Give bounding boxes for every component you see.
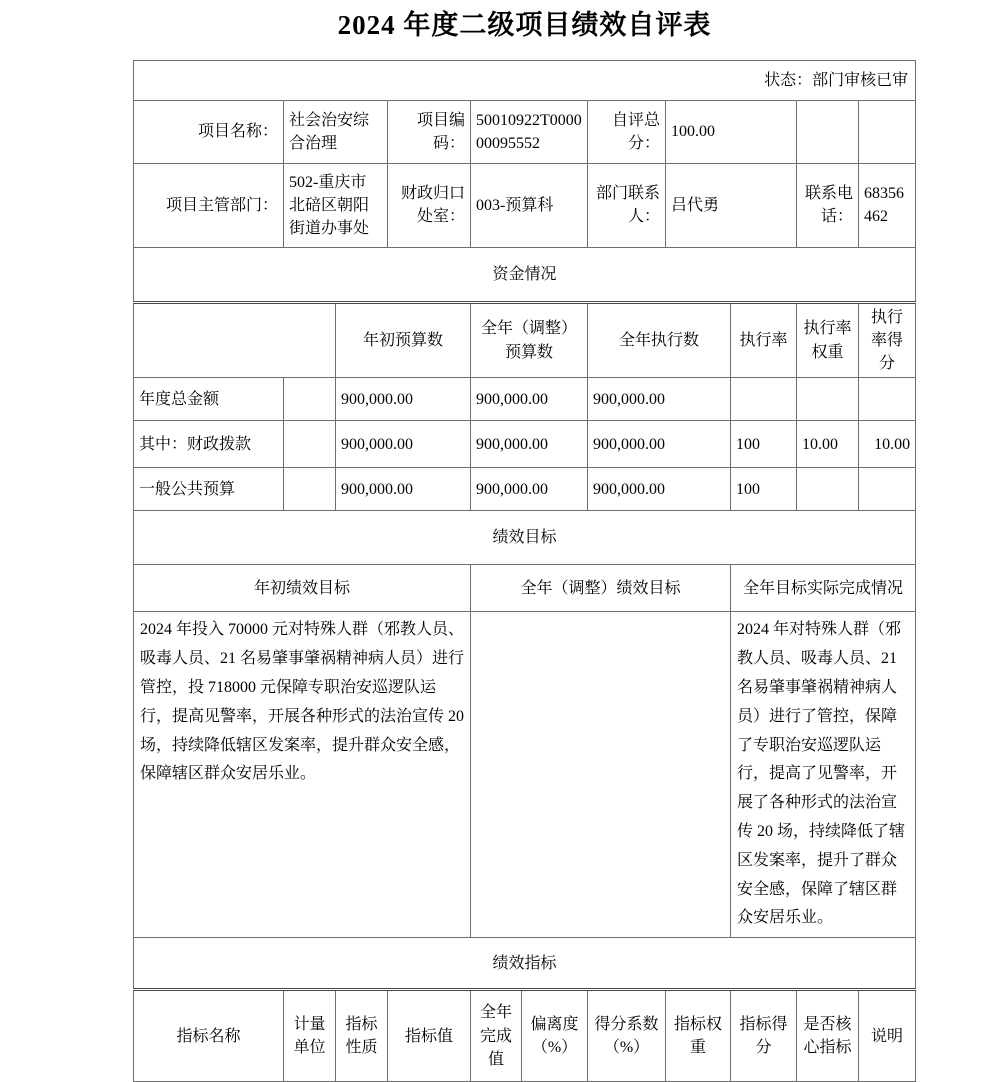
- funds-header-rate-weight: 执行率权重: [797, 302, 859, 378]
- funds-row-label: 年度总金额: [134, 378, 284, 421]
- indicator-header-weight: 指标权重: [666, 990, 731, 1082]
- project-name-label: 项目名称：: [134, 100, 284, 163]
- funds-row-public-budget: [134, 468, 916, 511]
- funds-rate-score-value: [859, 468, 916, 511]
- funds-rate-value: 100: [731, 421, 797, 468]
- funds-initial-value: 900,000.00: [336, 468, 471, 511]
- page-title: 2024 年度二级项目绩效自评表: [337, 10, 712, 40]
- project-info-row-1: [134, 100, 916, 163]
- indicators-section-row: [134, 938, 916, 990]
- indicator-header-nature: 指标性质: [336, 990, 388, 1082]
- indicator-header-name: 指标名称: [134, 990, 284, 1082]
- funds-header-adjusted: 全年（调整）预算数: [471, 302, 588, 378]
- goal-initial-text: 2024 年投入 70000 元对特殊人群（邪教人员、吸毒人员、21 名易肇事肇祸精神病人员）进行管控，投 718000 元保障专职治安巡逻队运行，提高见警率，开展各种形式的法治宣传 20 场，持续降低辖区发案率，提升群众安全感，保障辖区群众安居乐业。: [134, 612, 471, 938]
- goals-header-initial: 年初绩效目标: [134, 565, 471, 612]
- funds-row-label: 一般公共预算: [134, 468, 284, 511]
- funds-header-executed: 全年执行数: [588, 302, 731, 378]
- funds-executed-value: 900,000.00: [588, 378, 731, 421]
- status-text: 状态：部门审核已审: [134, 60, 916, 100]
- indicators-header-row: [134, 990, 916, 1082]
- funds-rate-score-value: 10.00: [859, 421, 916, 468]
- finance-office-value: 003-预算科: [471, 163, 588, 247]
- project-info-row-2: [134, 163, 916, 247]
- phone-value: 68356462: [859, 163, 916, 247]
- goals-header-adjusted: 全年（调整）绩效目标: [471, 565, 731, 612]
- funds-rate-weight-value: [797, 378, 859, 421]
- indicator-header-target-value: 指标值: [388, 990, 471, 1082]
- funds-adjusted-value: 900,000.00: [471, 378, 588, 421]
- indicator-header-score: 指标得分: [731, 990, 797, 1082]
- empty-cell: [284, 378, 336, 421]
- dept-value: 502-重庆市北碚区朝阳街道办事处: [284, 163, 388, 247]
- empty-cell: [284, 468, 336, 511]
- goal-actual-text: 2024 年对特殊人群（邪教人员、吸毒人员、21 名易肇事肇祸精神病人员）进行了管控，保障了专职治安巡逻队运行，提高了见警率，开展了各种形式的法治宣传 20 场，持续降低了辖区发案率，提升了群众安全感，保障了辖区群众安居乐业。: [731, 612, 916, 938]
- phone-label: 联系电话：: [797, 163, 859, 247]
- funds-row-label: 其中：财政拨款: [134, 421, 284, 468]
- self-score-value: 100.00: [666, 100, 797, 163]
- report-sheet: [133, 0, 916, 1082]
- goals-content-row: [134, 612, 916, 938]
- funds-row-total: [134, 378, 916, 421]
- empty-cell: [134, 302, 336, 378]
- contact-value: 吕代勇: [666, 163, 797, 247]
- funds-header-rate: 执行率: [731, 302, 797, 378]
- self-evaluation-table: [133, 60, 916, 1082]
- goal-adjusted-text: [471, 612, 731, 938]
- funds-initial-value: 900,000.00: [336, 378, 471, 421]
- empty-cell: [859, 100, 916, 163]
- contact-label: 部门联系人：: [588, 163, 666, 247]
- goals-section-title: 绩效目标: [134, 511, 916, 565]
- dept-label: 项目主管部门：: [134, 163, 284, 247]
- self-score-label: 自评总分：: [588, 100, 666, 163]
- goals-section-row: [134, 511, 916, 565]
- indicators-section-title: 绩效指标: [134, 938, 916, 990]
- empty-cell: [797, 100, 859, 163]
- funds-header-row: [134, 302, 916, 378]
- funds-section-row: [134, 247, 916, 302]
- indicator-header-deviation: 偏离度（%）: [522, 990, 588, 1082]
- funds-executed-value: 900,000.00: [588, 468, 731, 511]
- funds-rate-weight-value: 10.00: [797, 421, 859, 468]
- funds-section-title: 资金情况: [134, 247, 916, 302]
- funds-executed-value: 900,000.00: [588, 421, 731, 468]
- finance-office-label: 财政归口处室：: [388, 163, 471, 247]
- goals-header-row: [134, 565, 916, 612]
- funds-rate-weight-value: [797, 468, 859, 511]
- indicator-header-is-core: 是否核心指标: [797, 990, 859, 1082]
- status-row: [134, 60, 916, 100]
- funds-rate-value: [731, 378, 797, 421]
- funds-adjusted-value: 900,000.00: [471, 468, 588, 511]
- indicator-header-unit: 计量单位: [284, 990, 336, 1082]
- project-code-value: 50010922T000000095552: [471, 100, 588, 163]
- funds-rate-value: 100: [731, 468, 797, 511]
- funds-initial-value: 900,000.00: [336, 421, 471, 468]
- funds-header-rate-score: 执行率得分: [859, 302, 916, 378]
- indicator-header-completed-value: 全年完成值: [471, 990, 522, 1082]
- funds-row-fiscal: [134, 421, 916, 468]
- project-code-label: 项目编码：: [388, 100, 471, 163]
- goals-header-actual: 全年目标实际完成情况: [731, 565, 916, 612]
- funds-rate-score-value: [859, 378, 916, 421]
- indicator-header-remark: 说明: [859, 990, 916, 1082]
- funds-adjusted-value: 900,000.00: [471, 421, 588, 468]
- empty-cell: [284, 421, 336, 468]
- indicator-header-score-coefficient: 得分系数（%）: [588, 990, 666, 1082]
- project-name-value: 社会治安综合治理: [284, 100, 388, 163]
- funds-header-initial: 年初预算数: [336, 302, 471, 378]
